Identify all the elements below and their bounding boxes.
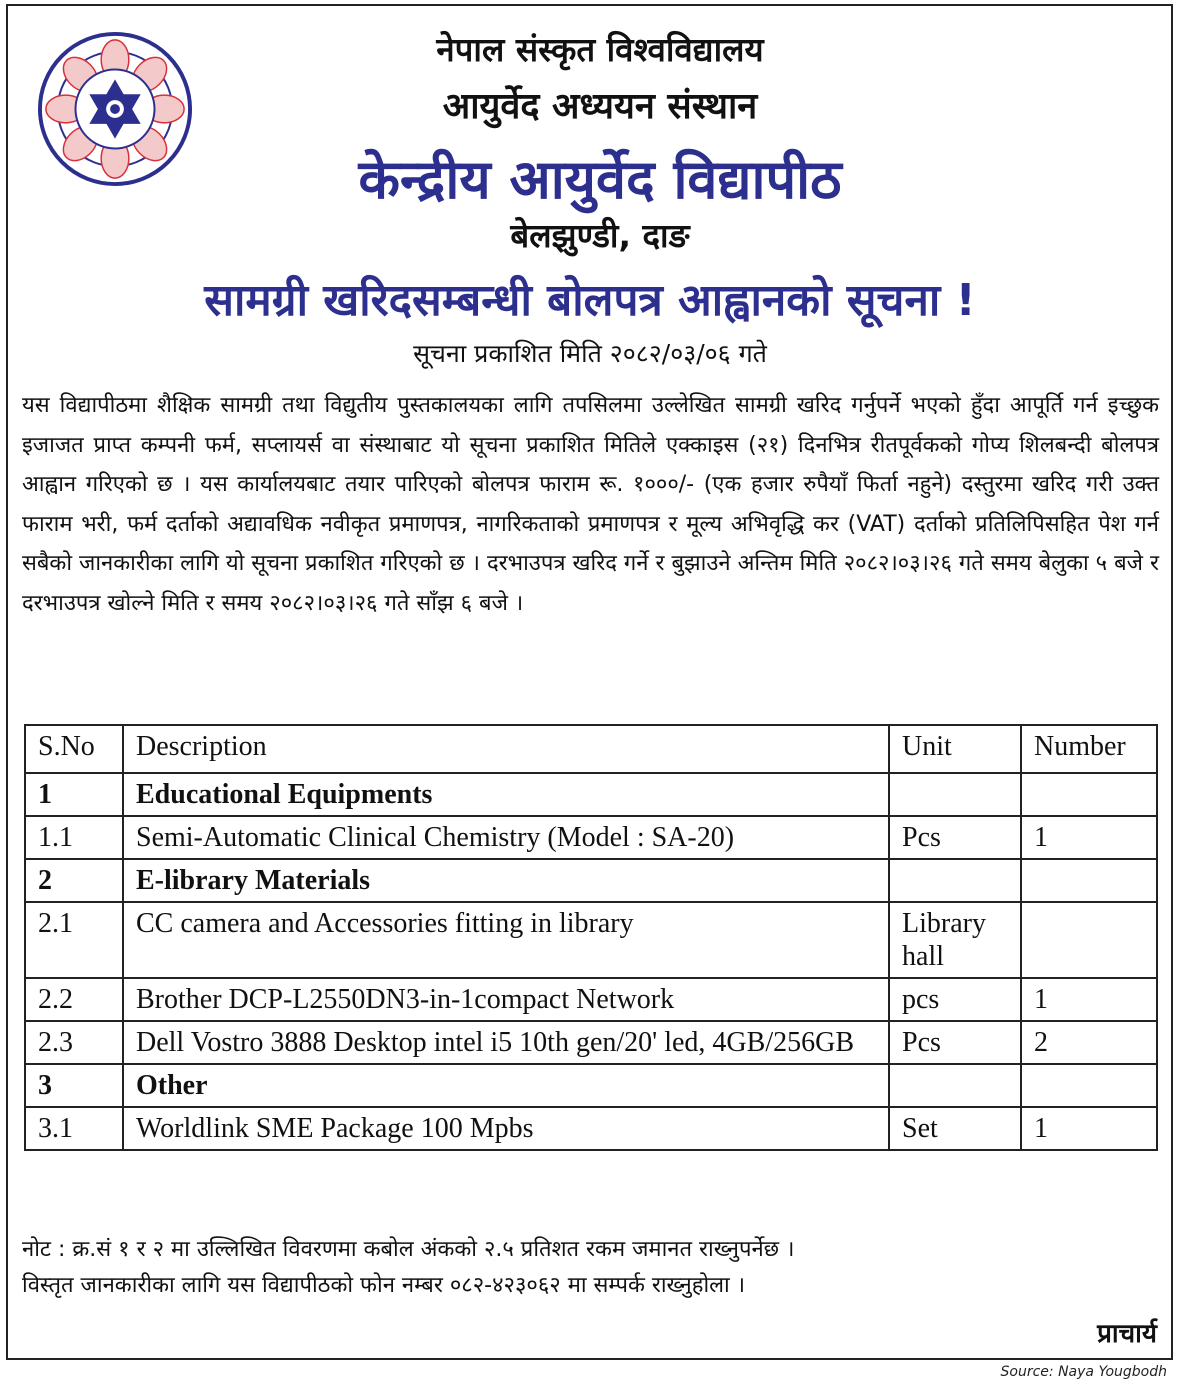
cell-number: 1 [1021,1107,1157,1150]
cell-unit: Pcs [889,816,1021,859]
header-number: Number [1021,725,1157,773]
table-header-row [25,725,1157,773]
cell-sno: 3 [25,1064,123,1107]
header-sno: S.No [25,725,123,773]
table-row [25,773,1157,816]
institute-name: आयुर्वेद अध्ययन संस्थान [442,86,758,127]
cell-sno: 2.2 [25,978,123,1021]
cell-number [1021,773,1157,816]
cell-description: Semi-Automatic Clinical Chemistry (Model : SA-20) [123,816,889,859]
table-row [25,902,1157,978]
cell-unit: Library hall [889,902,1021,978]
cell-description: Worldlink SME Package 100 Mpbs [123,1107,889,1150]
published-date: सूचना प्रकाशित मिति २०८२/०३/०६ गते [413,339,767,368]
university-name: नेपाल संस्कृत विश्वविद्यालय [436,30,764,69]
cell-number [1021,902,1157,978]
signature-principal: प्राचार्य [1097,1319,1157,1349]
table-row [25,1107,1157,1150]
table-row [25,1021,1157,1064]
cell-description: CC camera and Accessories fitting in library [123,902,889,978]
cell-number: 2 [1021,1021,1157,1064]
cell-unit [889,773,1021,816]
cell-unit: pcs [889,978,1021,1021]
cell-number [1021,1064,1157,1107]
cell-unit [889,859,1021,902]
college-location: बेलझुण्डी, दाङ [510,216,690,255]
source-credit: Source: Naya Yougbodh [1000,1364,1167,1380]
cell-description: E-library Materials [123,859,889,902]
cell-unit: Pcs [889,1021,1021,1064]
table-row [25,816,1157,859]
cell-number: 1 [1021,978,1157,1021]
notice-body: यस विद्यापीठमा शैक्षिक सामग्री तथा विद्युतीय पुस्तकालयका लागि तपसिलमा उल्लेखित सामग्री खरिद गर्नुपर्ने भएको हुँदा आपूर्ति गर्न इच्छुक इजाजत प्राप्त कम्पनी फर्म, सप्लायर्स वा संस्थाबाट यो सूचना प्रकाशित मितिले एक्काइस (२१) दिनभित्र रीतपूर्वकको गोप्य शिलबन्दी बोलपत्र आह्वान गरिएको छ । यस कार्यालयबाट तयार पारिएको बोलपत्र फाराम रू. १०००/- (एक हजार रुपैयाँ फिर्ता नहुने) दस्तुरमा खरिद गरी उक्त फाराम भरी, फर्म दर्ताको अद्यावधिक नवीकृत प्रमाणपत्र, नागरिकताको प्रमाणपत्र र मूल्य अभिवृद्धि कर (VAT) दर्ताको प्रतिलिपिसहित पेश गर्न सबैको जानकारीका लागि यो सूचना प्रकाशित गरिएको छ । दरभाउपत्र खरिद गर्ने र बुझाउने अन्तिम मिति २०८२।०३।२६ गते समय बेलुका ५ बजे र दरभाउपत्र खोल्ने मिति र समय २०८२।०३।२६ गते साँझ ६ बजे । [22,393,1159,616]
cell-sno: 2 [25,859,123,902]
header-unit: Unit [889,725,1021,773]
note-line-1: नोट : क्र.सं १ र २ मा उल्लिखित विवरणमा कबोल अंकको २.५ प्रतिशत रकम जमानत राख्नुपर्नेछ । [22,1237,795,1262]
note-line-2: विस्तृत जानकारीका लागि यस विद्यापीठको फोन नम्बर ०८२-४२३०६२ मा सम्पर्क राख्नुहोला । [22,1273,746,1298]
cell-number: 1 [1021,816,1157,859]
college-name: केन्द्रीय आयुर्वेद विद्यापीठ [358,148,842,211]
cell-sno: 2.1 [25,902,123,978]
header-description: Description [123,725,889,773]
table-row [25,978,1157,1021]
cell-unit [889,1064,1021,1107]
cell-sno: 1 [25,773,123,816]
table-row [25,859,1157,902]
cell-number [1021,859,1157,902]
cell-description: Other [123,1064,889,1107]
cell-sno: 3.1 [25,1107,123,1150]
cell-sno: 2.3 [25,1021,123,1064]
cell-description: Educational Equipments [123,773,889,816]
notice-title: सामग्री खरिदसम्बन्धी बोलपत्र आह्वानको सूचना ! [204,275,976,326]
note [22,1232,1162,1304]
cell-sno: 1.1 [25,816,123,859]
items-table [24,724,1158,1151]
cell-description: Brother DCP-L2550DN3-in-1compact Network [123,978,889,1021]
cell-unit: Set [889,1107,1021,1150]
cell-description: Dell Vostro 3888 Desktop intel i5 10th gen/20' led, 4GB/256GB [123,1021,889,1064]
table-row [25,1064,1157,1107]
